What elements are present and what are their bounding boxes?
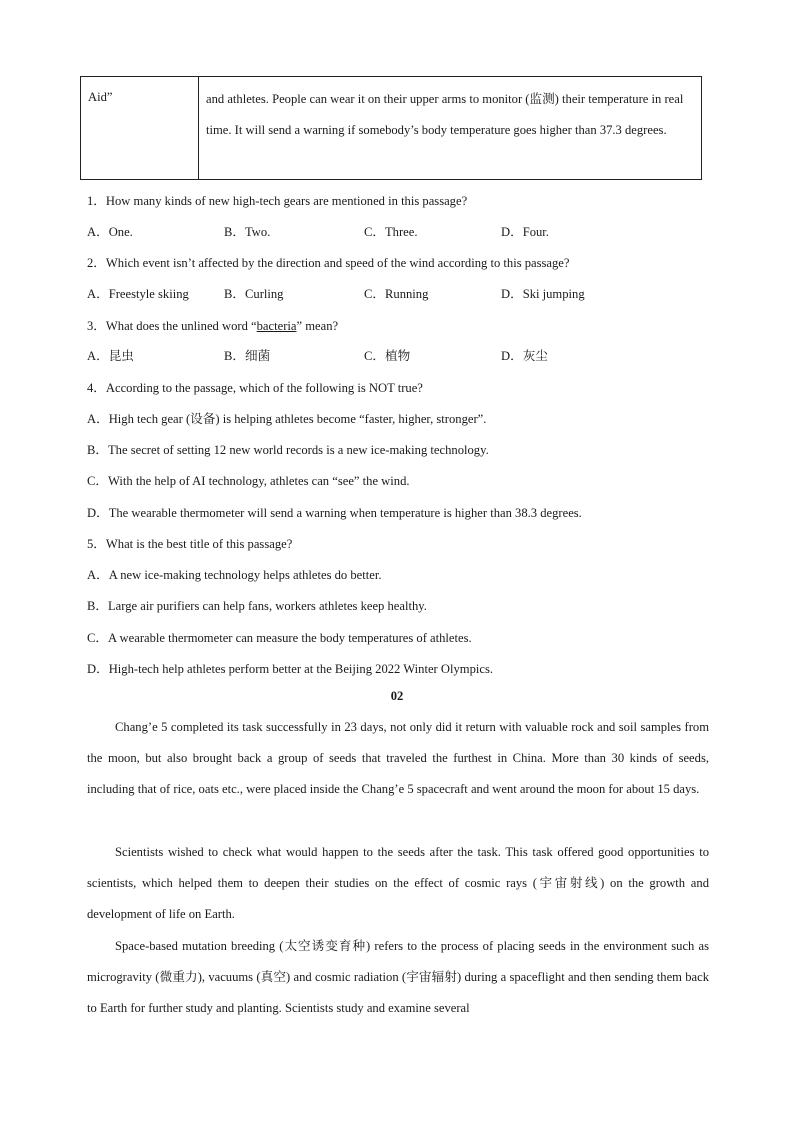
q1-option-b: B．Two. xyxy=(224,225,271,239)
q5-option-d: D．High-tech help athletes perform better at the Beijing 2022 Winter Olympics. xyxy=(87,662,494,676)
question-1-stem: 1．How many kinds of new high-tech gears are mentioned in this passage? xyxy=(87,194,468,208)
q5-option-a: A．A new ice-making technology helps athletes do better. xyxy=(87,568,382,582)
question-5-stem: 5．What is the best title of this passage? xyxy=(87,537,293,551)
section-number: 02 xyxy=(390,689,404,703)
question-3-stem xyxy=(87,315,338,334)
q3-stem-after: ” mean? xyxy=(296,319,339,333)
question-2-stem: 2．Which event isn’t affected by the direction and speed of the wind according to this passage? xyxy=(87,256,570,270)
q3-option-d: D．灰尘 xyxy=(501,349,548,363)
table-label-cell: Aid” xyxy=(81,77,199,179)
q2-option-b: B．Curling xyxy=(224,287,284,301)
q3-option-c: C．植物 xyxy=(364,349,411,363)
q2-option-c: C．Running xyxy=(364,287,429,301)
q3-option-b: B．细菌 xyxy=(224,349,271,363)
q3-option-a: A．昆虫 xyxy=(87,349,134,363)
info-table xyxy=(80,76,702,180)
q3-stem-before: 3．What does the unlined word “ xyxy=(87,319,257,333)
passage-paragraph-1: Chang’e 5 completed its task successfully in 23 days, not only did it return with valuable rock and soil samples from the moon, but also brought back a group of seeds that traveled the furthest in China. More than 30 kinds of seeds, including that of rice, oats etc., were placed inside the Chang’e 5 spacecraft and went around the moon for about 15 days. xyxy=(87,720,709,797)
q1-option-c: C．Three. xyxy=(364,225,418,239)
q3-underlined-word: bacteria xyxy=(256,319,297,333)
q1-option-a: A．One. xyxy=(87,225,133,239)
q5-option-b: B．Large air purifiers can help fans, workers athletes keep healthy. xyxy=(87,599,427,613)
q5-option-c: C．A wearable thermometer can measure the body temperatures of athletes. xyxy=(87,631,472,645)
q2-option-d: D．Ski jumping xyxy=(501,287,585,301)
passage-paragraph-3: Space-based mutation breeding (太空诱变育种) refers to the process of placing seeds in the environment such as microgravity (微重力), vacuums (真空) and cosmic radiation (宇宙辐射) during a spaceflight and then sending them back to Earth for further study and planting. Scientists study and examine several xyxy=(87,939,709,1016)
q4-option-a: A．High tech gear (设备) is helping athletes become “faster, higher, stronger”. xyxy=(87,412,487,426)
q2-option-a: A．Freestyle skiing xyxy=(87,287,189,301)
question-4-stem: 4．According to the passage, which of the following is NOT true? xyxy=(87,381,423,395)
q1-option-d: D．Four. xyxy=(501,225,549,239)
table-text-cell: and athletes. People can wear it on their upper arms to monitor (监测) their temperature in real time. It will send a warning if somebody’s body temperature goes higher than 37.3 degrees. xyxy=(206,92,684,137)
q4-option-b: B．The secret of setting 12 new world records is a new ice-making technology. xyxy=(87,443,489,457)
passage-paragraph-2: Scientists wished to check what would happen to the seeds after the task. This task offered good opportunities to scientists, which helped them to deepen their studies on the effect of cosmic rays (宇宙射线) on the growth and development of life on Earth. xyxy=(87,845,709,922)
q4-option-d: D．The wearable thermometer will send a warning when temperature is higher than 38.3 degrees. xyxy=(87,506,582,520)
q4-option-c: C．With the help of AI technology, athletes can “see” the wind. xyxy=(87,474,410,488)
